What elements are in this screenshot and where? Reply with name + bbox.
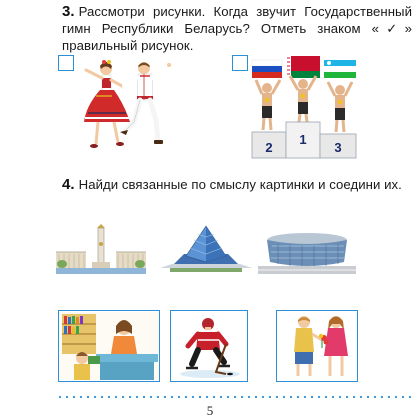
task-3-text-block (62, 3, 412, 54)
dotted-separator (58, 395, 414, 399)
arena-stadium-illustration (258, 226, 356, 274)
folk-dancers-illustration (78, 56, 178, 156)
victory-monument-illustration (56, 224, 146, 274)
task-3-number: 3. (62, 3, 75, 20)
children-with-flowers-illustration (278, 312, 356, 380)
national-library-illustration (160, 218, 252, 274)
task-3-instruction: Рассмотри рисунки. Когда звучит Государственный гимн Республики Беларусь? Отметь знаком «✓» правильный рисунок. (62, 4, 412, 53)
library-scene-illustration (60, 312, 158, 380)
answer-checkbox-dancers[interactable] (58, 55, 74, 71)
answer-checkbox-podium[interactable] (232, 55, 248, 71)
podium-third-place-label: 3 (334, 140, 342, 155)
podium-second-place-label: 2 (265, 140, 273, 155)
page-number: 5 (206, 403, 214, 418)
hockey-player-illustration (172, 312, 246, 380)
task-4-instruction: Найди связанные по смыслу картинки и соедини их. (78, 177, 402, 192)
podium-first-place-label: 1 (299, 132, 307, 147)
task-4-text-block (62, 176, 412, 193)
sports-podium-illustration (248, 54, 360, 160)
task-4-number: 4. (62, 176, 75, 193)
